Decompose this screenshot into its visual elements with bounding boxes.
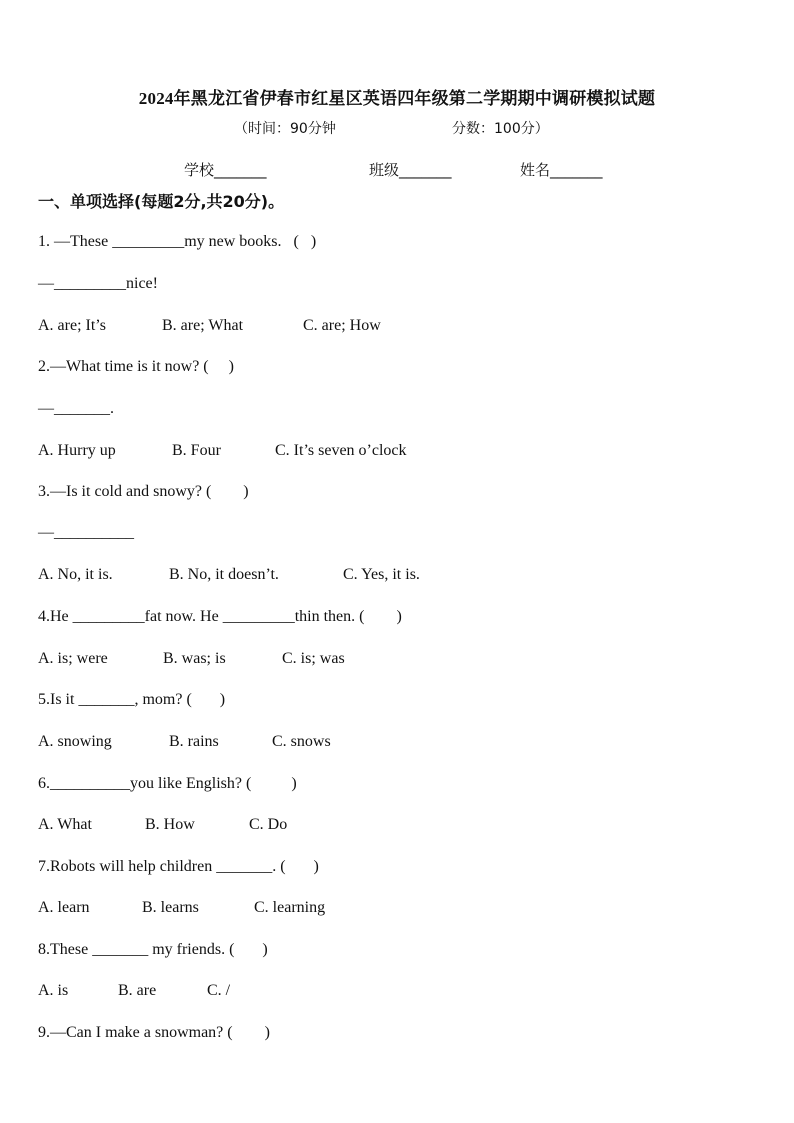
school-field: 学校_______ <box>184 161 267 179</box>
question-2-option-c: C. It’s seven o’clock <box>275 442 407 459</box>
question-3-option-a: A. No, it is. <box>38 566 113 583</box>
question-7-option-c: C. learning <box>254 899 326 916</box>
question-8-stem: 8.These _______ my friends. ( ) <box>38 941 268 958</box>
question-6-option-c: C. Do <box>249 816 288 833</box>
question-6-option-b: B. How <box>145 816 195 833</box>
question-8-option-c: C. / <box>207 982 231 999</box>
question-3-option-c: C. Yes, it is. <box>343 566 420 583</box>
question-5-option-a: A. snowing <box>38 733 112 750</box>
question-2-option-b: B. Four <box>172 442 221 459</box>
question-3-option-b: B. No, it doesn’t. <box>169 566 279 583</box>
class-field: 班级_______ <box>369 161 452 179</box>
question-6-option-a: A. What <box>38 816 92 833</box>
question-8-option-a: A. is <box>38 982 69 999</box>
question-8-option-b: B. are <box>118 982 157 999</box>
question-7-option-a: A. learn <box>38 899 90 916</box>
question-1-option-a: A. are; It’s <box>38 317 106 334</box>
question-5-option-c: C. snows <box>272 733 331 750</box>
question-2-stem: 2.—What time is it now? ( ) <box>38 358 234 375</box>
question-2-option-a: A. Hurry up <box>38 442 116 459</box>
question-1-option-b: B. are; What <box>162 317 244 334</box>
page-title: 2024年黑龙江省伊春市红星区英语四年级第二学期期中调研模拟试题 <box>138 89 656 108</box>
question-7-option-b: B. learns <box>142 899 199 916</box>
question-7-stem: 7.Robots will help children _______. ( ) <box>38 858 319 875</box>
question-5-option-b: B. rains <box>169 733 219 750</box>
question-9-stem: 9.—Can I make a snowman? ( ) <box>38 1024 270 1041</box>
question-1-option-c: C. are; How <box>303 317 381 334</box>
question-1-stem: 1. —These _________my new books. ( ) <box>38 233 317 250</box>
question-4-option-b: B. was; is <box>163 650 226 667</box>
exam-time: （时间：90分钟 <box>234 121 336 137</box>
section-heading: 一、单项选择(每题2分,共20分)。 <box>38 192 285 211</box>
question-4-stem: 4.He _________fat now. He _________thin then. ( ) <box>38 608 402 625</box>
question-3-stem: 3.—Is it cold and snowy? ( ) <box>38 483 249 500</box>
exam-score: 分数：100分） <box>452 121 549 137</box>
question-2-answer-line: —_______. <box>38 400 114 417</box>
question-6-stem: 6.__________you like English? ( ) <box>38 775 297 792</box>
question-4-option-c: C. is; was <box>282 650 345 667</box>
question-5-stem: 5.Is it _______, mom? ( ) <box>38 691 226 708</box>
question-1-answer-line: —_________nice! <box>38 275 158 292</box>
question-4-option-a: A. is; were <box>38 650 108 667</box>
name-field: 姓名_______ <box>520 161 603 179</box>
question-3-answer-line: —__________ <box>38 524 134 541</box>
